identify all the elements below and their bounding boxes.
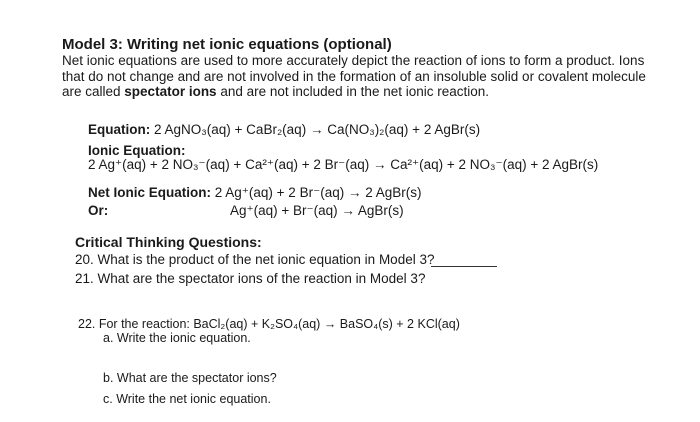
model-title: Model 3: Writing net ionic equations (optional) [62, 36, 392, 53]
question-20: 20. What is the product of the net ionic equation in Model 3? [75, 252, 435, 267]
question-22: 22. For the reaction: BaCl₂(aq) + K₂SO₄(aq) → BaSO₄(s) + 2 KCl(aq) [78, 317, 460, 331]
question-22c: c. Write the net ionic equation. [103, 392, 271, 406]
equation-text: 2 AgNO₃(aq) + CaBr₂(aq) → Ca(NO₃)₂(aq) + 2 AgBr(s) [154, 122, 481, 137]
model-intro [62, 53, 662, 100]
answer-blank-20 [431, 266, 497, 267]
equation-row [88, 122, 480, 137]
question-22a: a. Write the ionic equation. [103, 331, 251, 345]
question-21: 21. What are the spectator ions of the reaction in Model 3? [75, 271, 426, 286]
or-label: Or: [88, 203, 109, 218]
question-22b: b. What are the spectator ions? [103, 371, 277, 385]
critical-thinking-heading: Critical Thinking Questions: [75, 234, 262, 250]
ionic-equation-text: 2 Ag⁺(aq) + 2 NO₃⁻(aq) + Ca²⁺(aq) + 2 Br⁻(aq) → Ca²⁺(aq) + 2 NO₃⁻(aq) + 2 AgBr(s) [88, 157, 599, 172]
equation-label: Equation: [88, 122, 151, 137]
intro-text-2: and are not included in the net ionic reaction. [216, 84, 490, 99]
or-equation-text: Ag⁺(aq) + Br⁻(aq) → AgBr(s) [230, 203, 404, 218]
intro-bold-term: spectator ions [124, 84, 217, 99]
net-ionic-row [88, 185, 421, 201]
ionic-equation-label: Ionic Equation: [88, 143, 186, 158]
ionic-label-row [88, 143, 186, 158]
net-ionic-label: Net Ionic Equation: [88, 185, 211, 200]
intro-text-1: Net ionic equations are used to more accurately depict the reaction of ions to form a product. Ions that do not change and are not involved in the formation of an insoluble solid or covalent molecule are called [62, 53, 646, 99]
net-ionic-text: 2 Ag⁺(aq) + 2 Br⁻(aq) → 2 AgBr(s) [214, 185, 422, 200]
